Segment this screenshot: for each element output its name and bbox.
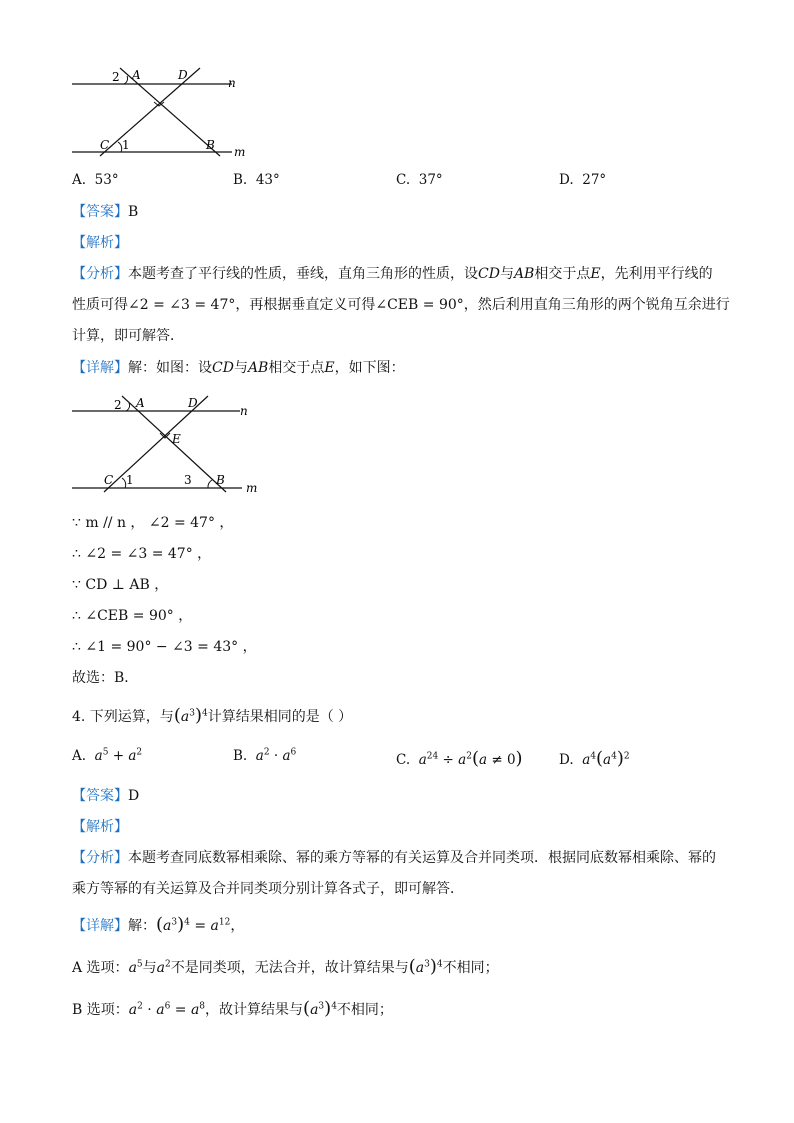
label-B: B — [206, 138, 215, 152]
option-d[interactable]: D. 27° — [559, 172, 607, 188]
figure-parallel-lines-2 — [60, 388, 280, 498]
q3-fenxi-line2: 性质可得∠2 = ∠3 = 47°，再根据垂直定义可得∠CEB = 90°，然后利用直角三角形的两个锐角互余进行 — [72, 297, 730, 313]
q4-fenxi-line2: 乘方等幂的有关运算及合并同类项分别计算各式子，即可解答． — [72, 881, 464, 897]
step-3: ∵ CD ⊥ AB ， — [72, 577, 169, 593]
q4-answer: 【答案】D — [72, 788, 140, 804]
label-2: 2 — [112, 70, 120, 84]
angle-arc-2 — [126, 403, 130, 411]
q4-options — [72, 748, 752, 772]
label-n: n — [240, 404, 248, 418]
step-2: ∴ ∠2 = ∠3 = 47° ， — [72, 546, 212, 562]
label-C: C — [100, 138, 110, 152]
label-A: A — [132, 68, 141, 82]
answer-tag: 【答案】 — [72, 204, 128, 220]
q3-conclusion: 故选：B． — [72, 670, 139, 686]
label-m: m — [234, 145, 246, 159]
label-C: C — [104, 473, 114, 487]
label-m: m — [246, 481, 258, 495]
option-b[interactable]: B. $a^2 \cdot a^6$ — [233, 747, 297, 764]
option-a[interactable]: A. $a^5 + a^2$ — [72, 747, 143, 764]
q4-fenxi-line1: 【分析】本题考查同底数幂相乘除、幂的乘方等幂的有关运算及合并同类项．根据同底数幂相乘除、幂的 — [72, 850, 716, 866]
option-a[interactable]: A. 53° — [72, 172, 119, 188]
label-2: 2 — [114, 398, 122, 412]
option-d[interactable]: D. $a^4(a^4)^2$ — [559, 748, 630, 769]
option-c[interactable]: C. $a^{24} \div a^2(a \ne 0)$ — [396, 748, 523, 769]
q3-fenxi-line1: 【分析】本题考查了平行线的性质，垂线，直角三角形的性质，设CD与AB相交于点E，先利用平行线的 — [72, 266, 713, 282]
label-n: n — [228, 76, 236, 90]
label-B: B — [216, 473, 225, 487]
q4-stem: 4. 下列运算，与$(a^3)^4$计算结果相同的是（ ） — [72, 705, 353, 726]
angle-arc-3 — [208, 480, 212, 488]
label-A: A — [136, 396, 145, 410]
label-D: D — [178, 68, 188, 82]
q3-fenxi-line3: 计算，即可解答． — [72, 328, 184, 344]
q4-xiangjie: 【详解】解：$(a^3)^4 = a^{12}$， — [72, 914, 245, 935]
label-3: 3 — [184, 473, 192, 487]
option-c[interactable]: C. 37° — [396, 172, 443, 188]
q3-answer — [72, 202, 138, 222]
option-b[interactable]: B. 43° — [233, 172, 280, 188]
q4-option-b-analysis: B 选项：$a^2 \cdot a^6 = a^8$，故计算结果与$(a^3)^4$不相同； — [72, 998, 393, 1019]
answer-value: B — [128, 204, 139, 220]
q3-options — [72, 172, 732, 192]
label-D: D — [188, 396, 198, 410]
label-1: 1 — [122, 138, 130, 152]
step-4: ∴ ∠CEB = 90° ， — [72, 608, 193, 624]
step-5: ∴ ∠1 = 90° − ∠3 = 43° ， — [72, 639, 257, 655]
q3-xiangjie: 【详解】解：如图：设CD与AB相交于点E，如下图： — [72, 360, 405, 376]
figure-parallel-lines-1 — [60, 60, 260, 165]
label-E: E — [172, 432, 181, 446]
q4-analysis-tag: 【解析】 — [72, 819, 128, 835]
q3-analysis-tag: 【解析】 — [72, 235, 128, 251]
q4-option-a-analysis: A 选项：$a^5$与$a^2$不是同类项，无法合并，故计算结果与$(a^3)^4$不相同； — [72, 956, 499, 977]
angle-arc-2 — [124, 76, 128, 84]
step-1: ∵ m // n ， ∠2 = 47° ， — [72, 515, 234, 531]
label-1: 1 — [126, 473, 134, 487]
